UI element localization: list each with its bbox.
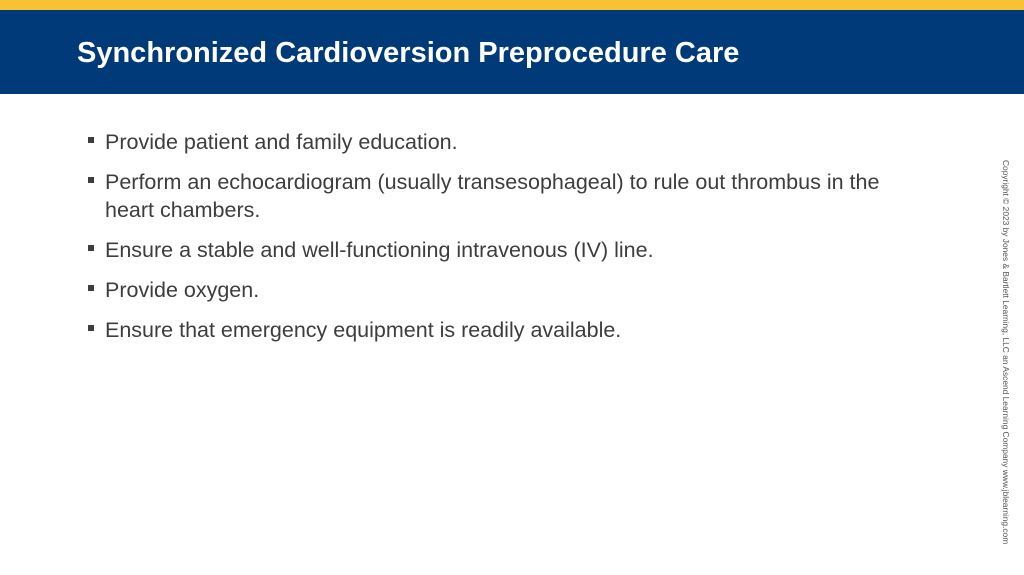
- copyright-notice: Copyright © 2023 by Jones & Bartlett Learning, LLC an Ascend Learning Company www.jblearning.com: [1001, 160, 1011, 545]
- bullet-list: [86, 128, 926, 356]
- bullet-item: [86, 128, 926, 156]
- square-bullet-icon: [88, 245, 94, 251]
- title-bar: [0, 10, 1024, 94]
- square-bullet-icon: [88, 285, 94, 291]
- accent-stripe: [0, 0, 1024, 10]
- bullet-item: [86, 276, 926, 304]
- square-bullet-icon: [88, 137, 94, 143]
- bullet-text: Perform an echocardiogram (usually transesophageal) to rule out thrombus in the heart chambers.: [105, 170, 880, 222]
- square-bullet-icon: [88, 325, 94, 331]
- slide-title: Synchronized Cardioversion Preprocedure Care: [77, 37, 740, 69]
- bullet-item: [86, 316, 926, 344]
- bullet-text: Ensure that emergency equipment is readily available.: [105, 318, 622, 342]
- bullet-text: Ensure a stable and well-functioning intravenous (IV) line.: [105, 238, 654, 262]
- square-bullet-icon: [88, 177, 94, 183]
- bullet-item: [86, 168, 926, 224]
- bullet-item: [86, 236, 926, 264]
- bullet-text: Provide oxygen.: [105, 278, 260, 302]
- bullet-text: Provide patient and family education.: [105, 130, 458, 154]
